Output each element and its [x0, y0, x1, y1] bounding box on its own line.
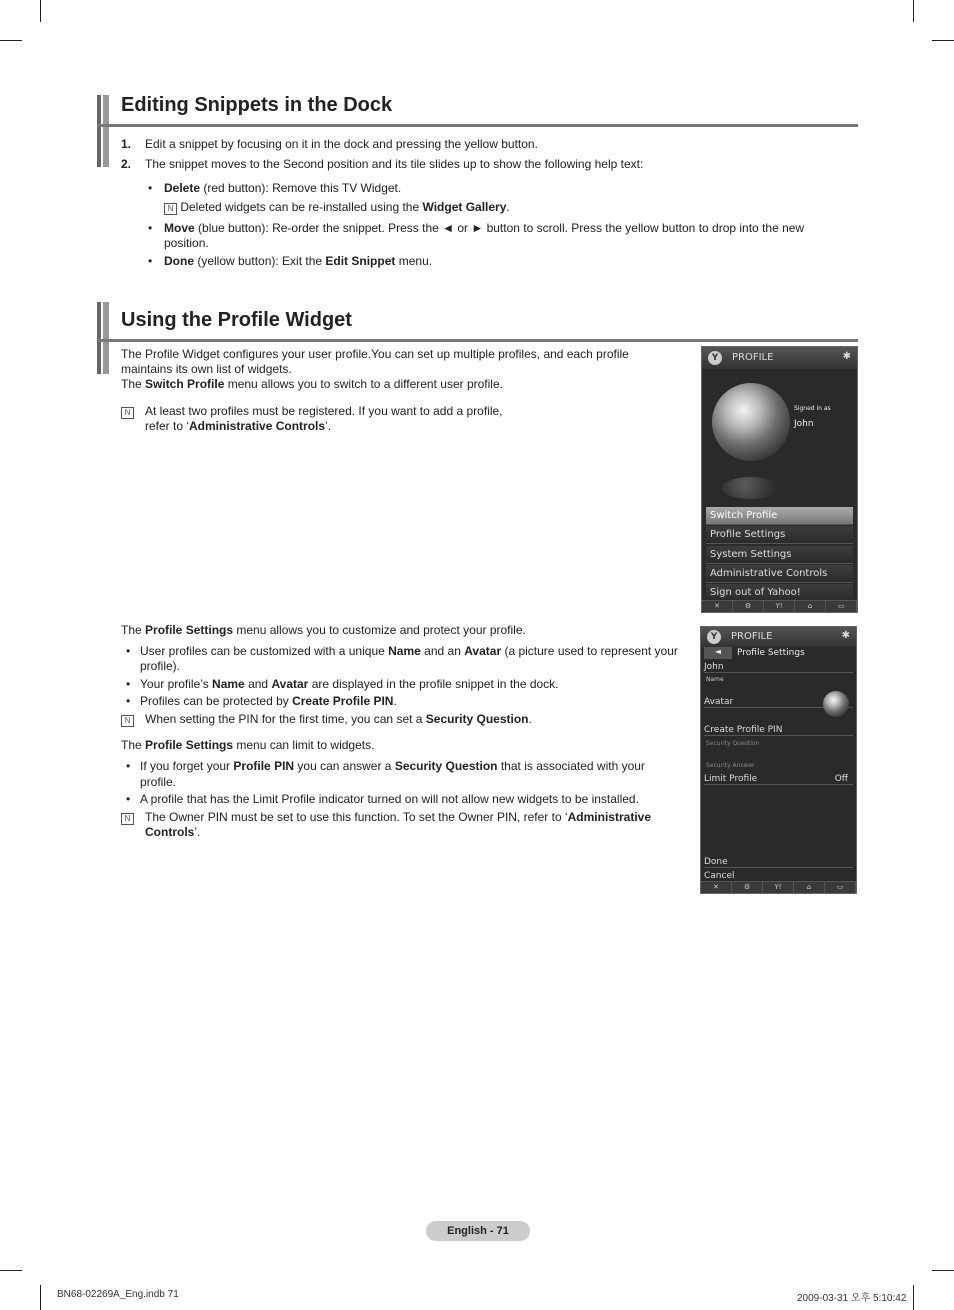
crop-mark — [40, 1285, 41, 1310]
section-marker — [97, 95, 101, 167]
menu-admin-controls[interactable]: Administrative Controls — [706, 565, 853, 583]
screen-footer — [701, 881, 856, 893]
gear-icon[interactable]: ⚙ — [733, 601, 764, 612]
bullet-name-avatar-cont: profile). — [140, 659, 181, 673]
crop-mark — [0, 1270, 22, 1271]
header-title: PROFILE — [731, 631, 773, 642]
limit-profile-row[interactable]: Limit Profile — [704, 774, 853, 785]
widget-icon[interactable]: ⌂ — [794, 882, 825, 893]
screen-footer — [702, 600, 857, 612]
section-title: Using the Profile Widget — [121, 309, 352, 331]
bullet-dot: • — [148, 221, 153, 235]
crop-mark — [0, 40, 22, 41]
note-icon-wrap — [121, 712, 134, 727]
step-1-text: Edit a snippet by focusing on it in the dock and pressing the yellow button. — [145, 137, 538, 151]
tv-icon[interactable]: ▭ — [825, 882, 856, 893]
cancel-button[interactable]: Cancel — [704, 871, 853, 882]
close-icon[interactable]: ✕ — [701, 882, 732, 893]
profile-screen — [701, 346, 858, 613]
bullet-dot: • — [126, 644, 131, 658]
move-item-cont: position. — [164, 236, 209, 250]
bullet-dot: • — [126, 759, 131, 773]
intro-line-1: The Profile Widget configures your user profile.You can set up multiple profiles, and each profile — [121, 347, 629, 361]
avatar-thumb — [823, 691, 849, 717]
crop-mark — [932, 40, 954, 41]
note-icon: N — [164, 203, 177, 215]
section-marker — [103, 95, 109, 167]
user-name: John — [794, 419, 814, 429]
crop-mark — [40, 0, 41, 22]
bullet-forget-pin: If you forget your Profile PIN you can answer a Security Question that is associated with your — [140, 759, 645, 773]
screen-header — [701, 627, 856, 647]
file-name: BN68-02269A_Eng.indb 71 — [57, 1289, 179, 1300]
security-answer-row[interactable]: Security Answer — [706, 762, 755, 769]
step-1: 1. — [121, 137, 132, 151]
done-button[interactable]: Done — [704, 857, 853, 868]
note-owner-pin: The Owner PIN must be set to use this function. To set the Owner PIN, refer to ‘Administrative — [145, 810, 651, 824]
print-date: 2009-03-31 오후 5:10:42 — [797, 1293, 907, 1304]
widget-icon[interactable]: ⌂ — [795, 601, 826, 612]
bullet-dock: Your profile’s Name and Avatar are displayed in the profile snippet in the dock. — [140, 677, 559, 691]
limit-profile-value: Off — [834, 774, 848, 784]
bullet-limit: A profile that has the Limit Profile indicator turned on will not allow new widgets to be installed. — [140, 792, 639, 806]
screen-header — [702, 347, 857, 369]
yahoo-icon[interactable]: Y! — [764, 601, 795, 612]
bullet-forget-pin-cont: profile. — [140, 775, 177, 789]
security-question-row[interactable]: Security Question — [706, 740, 760, 747]
bullet-pin: Profiles can be protected by Create Profile PIN. — [140, 694, 397, 708]
back-arrow-icon[interactable]: ◄ — [704, 647, 732, 659]
limit-para: The Profile Settings menu can limit to widgets. — [121, 738, 375, 752]
note-owner-pin-cont: Controls’. — [145, 825, 201, 839]
avatar-row[interactable]: Avatar — [704, 697, 853, 708]
done-item: Done (yellow button): Exit the Edit Snippet menu. — [164, 254, 433, 268]
menu-system-settings[interactable]: System Settings — [706, 546, 853, 564]
yahoo-icon[interactable]: Y! — [763, 882, 794, 893]
settings-icon: ✱ — [841, 630, 850, 641]
crop-mark — [913, 1285, 914, 1310]
section-marker — [103, 302, 109, 374]
step-2-text: The snippet moves to the Second position and its tile slides up to show the following help text: — [145, 157, 644, 171]
switch-profile-para: The Switch Profile menu allows you to switch to a different user profile. — [121, 377, 503, 391]
note-icon: N — [121, 715, 134, 727]
crop-mark — [932, 1270, 954, 1271]
section-rule — [97, 339, 858, 342]
crop-mark — [913, 0, 914, 22]
signed-in-label: Signed in as — [794, 405, 831, 412]
bullet-dot: • — [126, 677, 131, 691]
sub-title: Profile Settings — [737, 648, 805, 658]
menu-switch-profile[interactable]: Switch Profile — [706, 507, 853, 525]
bullet-dot: • — [148, 254, 153, 268]
menu-sign-out[interactable]: Sign out of Yahoo! — [706, 584, 853, 602]
name-value[interactable]: John — [704, 662, 853, 673]
profile-settings-screen — [700, 626, 857, 894]
note-profiles-cont: refer to ‘Administrative Controls’. — [145, 419, 332, 433]
yahoo-icon: Y — [708, 351, 722, 365]
bullet-name-avatar: User profiles can be customized with a unique Name and an Avatar (a picture used to represent your — [140, 644, 678, 658]
close-icon[interactable]: ✕ — [702, 601, 733, 612]
note-icon-wrap — [121, 810, 134, 825]
move-item: Move (blue button): Re-order the snippet. Press the ◄ or ► button to scroll. Press the yellow button to drop into the new — [164, 221, 805, 235]
settings-icon: ✱ — [842, 351, 851, 362]
tv-icon[interactable]: ▭ — [826, 601, 857, 612]
bullet-dot: • — [148, 181, 153, 195]
create-pin-row[interactable]: Create Profile PIN — [704, 725, 853, 736]
note-security: When setting the PIN for the first time, you can set a Security Question. — [145, 712, 532, 726]
note-profiles: At least two profiles must be registered. If you want to add a profile, — [145, 404, 503, 418]
note-widget-gallery: N Deleted widgets can be re-installed using the Widget Gallery. — [164, 200, 510, 215]
intro-line-2: maintains its own list of widgets. — [121, 362, 292, 376]
section-rule — [97, 124, 858, 127]
name-label: Name — [706, 676, 724, 683]
section-marker — [97, 302, 101, 374]
note-icon-wrap — [121, 404, 134, 419]
page-number: English - 71 — [426, 1221, 530, 1241]
step-2: 2. — [121, 157, 132, 171]
note-icon: N — [121, 813, 134, 825]
gear-icon[interactable]: ⚙ — [732, 882, 763, 893]
profile-settings-para: The Profile Settings menu allows you to customize and protect your profile. — [121, 623, 526, 637]
note-icon: N — [121, 407, 134, 419]
delete-item: Delete (red button): Remove this TV Widget. — [164, 181, 402, 195]
bullet-dot: • — [126, 694, 131, 708]
section-title: Editing Snippets in the Dock — [121, 94, 393, 116]
globe-avatar — [712, 383, 790, 461]
yahoo-icon: Y — [707, 630, 721, 644]
globe-reflection — [722, 477, 780, 499]
header-title: PROFILE — [732, 352, 774, 363]
bullet-dot: • — [126, 792, 131, 806]
menu-profile-settings[interactable]: Profile Settings — [706, 526, 853, 544]
